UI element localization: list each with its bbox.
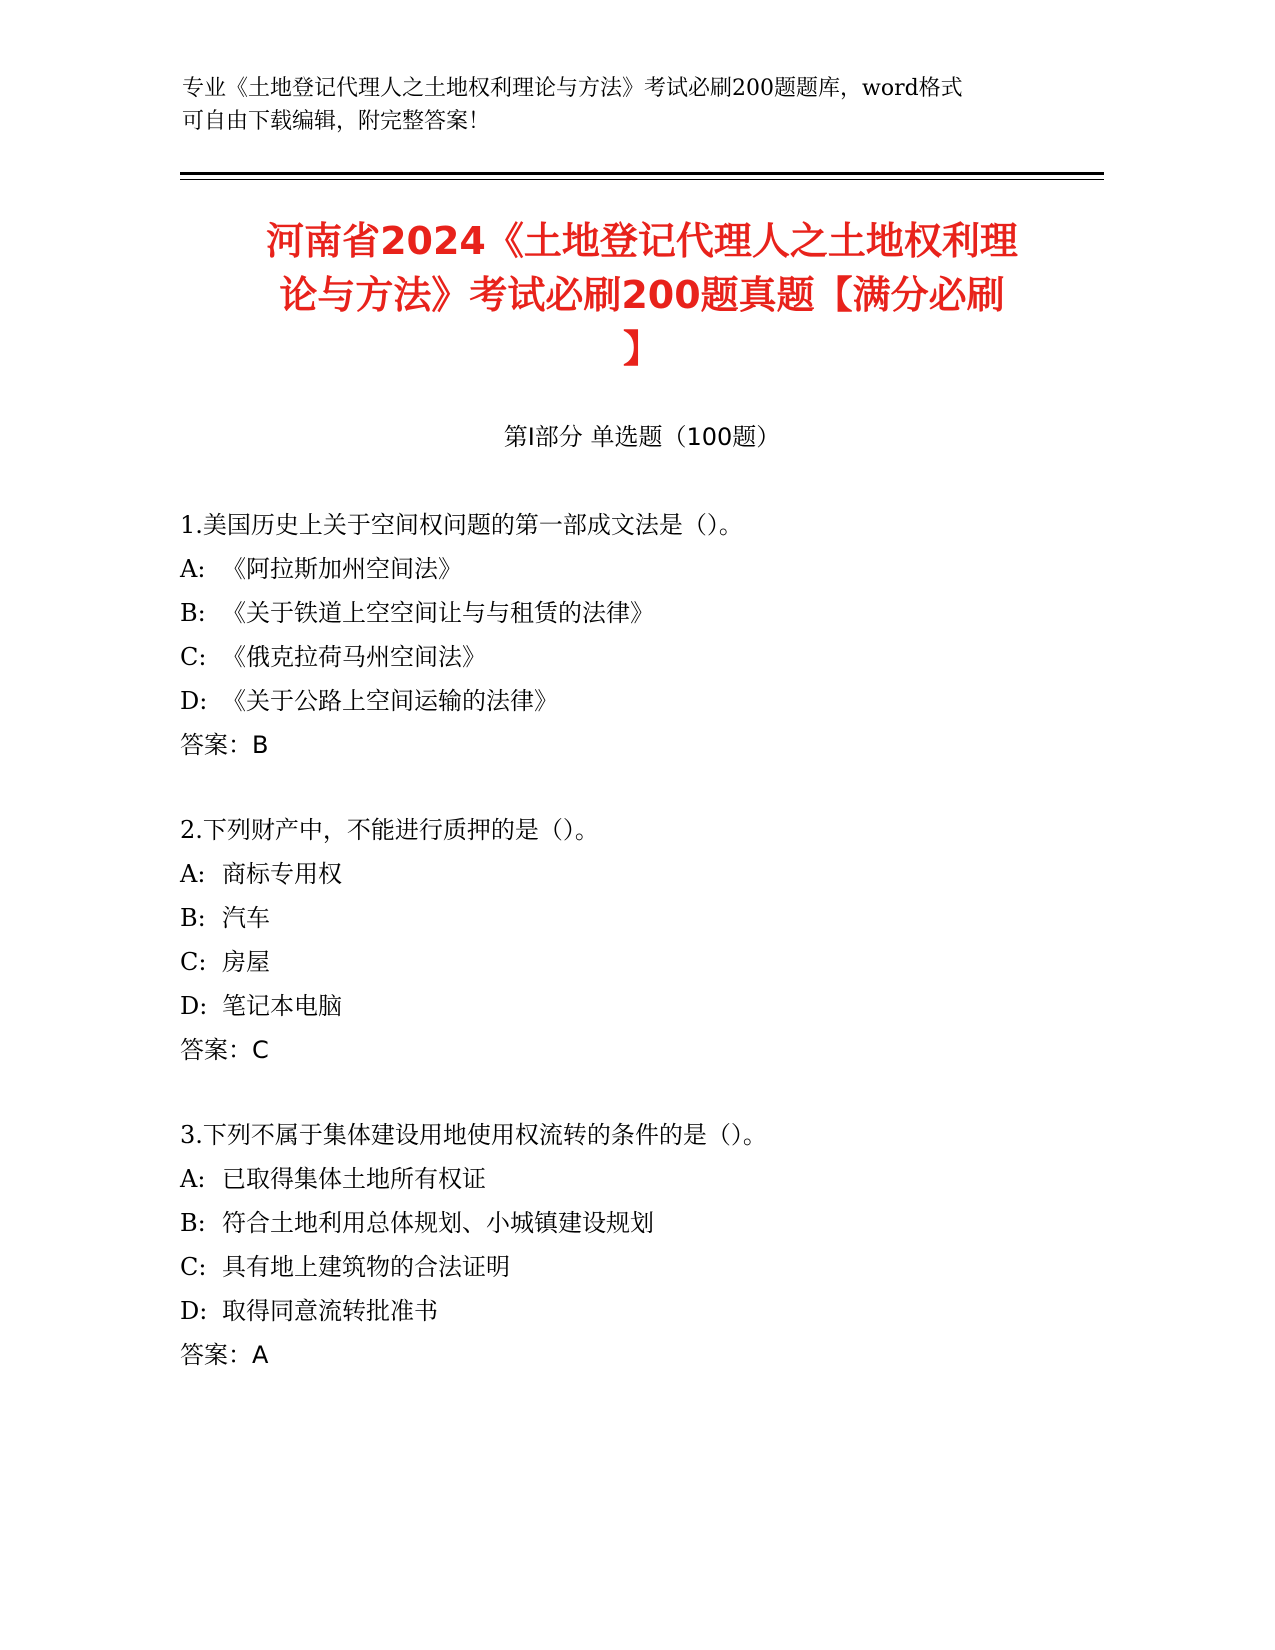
option-text: 房屋	[222, 948, 270, 976]
option-text: 已取得集体土地所有权证	[222, 1165, 486, 1193]
option-key: C:	[180, 948, 207, 976]
question-3	[180, 1113, 1104, 1377]
option-text: 笔记本电脑	[222, 992, 342, 1020]
question-stem: 2.下列财产中，不能进行质押的是（）。	[180, 816, 599, 844]
option-key: B:	[180, 1209, 206, 1237]
option-key: A:	[180, 555, 206, 583]
option-text: 取得同意流转批准书	[222, 1297, 438, 1325]
option-b	[180, 1201, 1104, 1245]
question-1	[180, 503, 1104, 767]
option-key: D:	[180, 992, 208, 1020]
question-stem: 1.美国历史上关于空间权问题的第一部成文法是（）。	[180, 511, 743, 539]
document-title	[180, 214, 1104, 376]
answer: 答案：A	[180, 1341, 269, 1369]
document-title-line-2: 论与方法》考试必刷200题真题【满分必刷	[279, 273, 1005, 317]
option-key: D:	[180, 1297, 208, 1325]
section-heading: 第Ⅰ部分 单选题（100题）	[503, 423, 781, 451]
option-key: C:	[180, 643, 207, 671]
option-a	[180, 547, 1104, 591]
header-rule-thin	[180, 179, 1104, 180]
option-key: B:	[180, 904, 206, 932]
option-text: 商标专用权	[222, 860, 342, 888]
option-key: D:	[180, 687, 208, 715]
option-c	[180, 635, 1104, 679]
header-note-line-1: 专业《土地登记代理人之土地权利理论与方法》考试必刷200题题库，word格式	[182, 76, 963, 101]
option-c	[180, 1245, 1104, 1289]
question-stem: 3.下列不属于集体建设用地使用权流转的条件的是（）。	[180, 1121, 767, 1149]
answer: 答案：C	[180, 1036, 269, 1064]
option-text: 符合土地利用总体规划、小城镇建设规划	[222, 1209, 654, 1237]
option-key: A:	[180, 860, 206, 888]
option-key: C:	[180, 1253, 207, 1281]
document-title-line-1: 河南省2024《土地登记代理人之土地权利理	[266, 219, 1018, 263]
option-b	[180, 896, 1104, 940]
option-b	[180, 591, 1104, 635]
option-text: 《关于铁道上空空间让与与租赁的法律》	[222, 599, 654, 627]
option-a	[180, 1157, 1104, 1201]
option-key: B:	[180, 599, 206, 627]
header-note-line-2: 可自由下载编辑，附完整答案！	[182, 109, 491, 134]
option-text: 汽车	[222, 904, 270, 932]
option-d	[180, 1289, 1104, 1333]
option-d	[180, 679, 1104, 723]
document-title-line-3: 】	[622, 327, 661, 371]
option-text: 《俄克拉荷马州空间法》	[222, 643, 486, 671]
option-text: 《阿拉斯加州空间法》	[222, 555, 462, 583]
question-2	[180, 808, 1104, 1072]
answer: 答案：B	[180, 731, 269, 759]
header-rule-thick	[180, 172, 1104, 175]
option-a	[180, 852, 1104, 896]
option-d	[180, 984, 1104, 1028]
option-text: 《关于公路上空间运输的法律》	[222, 687, 558, 715]
option-key: A:	[180, 1165, 206, 1193]
option-text: 具有地上建筑物的合法证明	[222, 1253, 510, 1281]
option-c	[180, 940, 1104, 984]
header-note	[182, 72, 1082, 138]
